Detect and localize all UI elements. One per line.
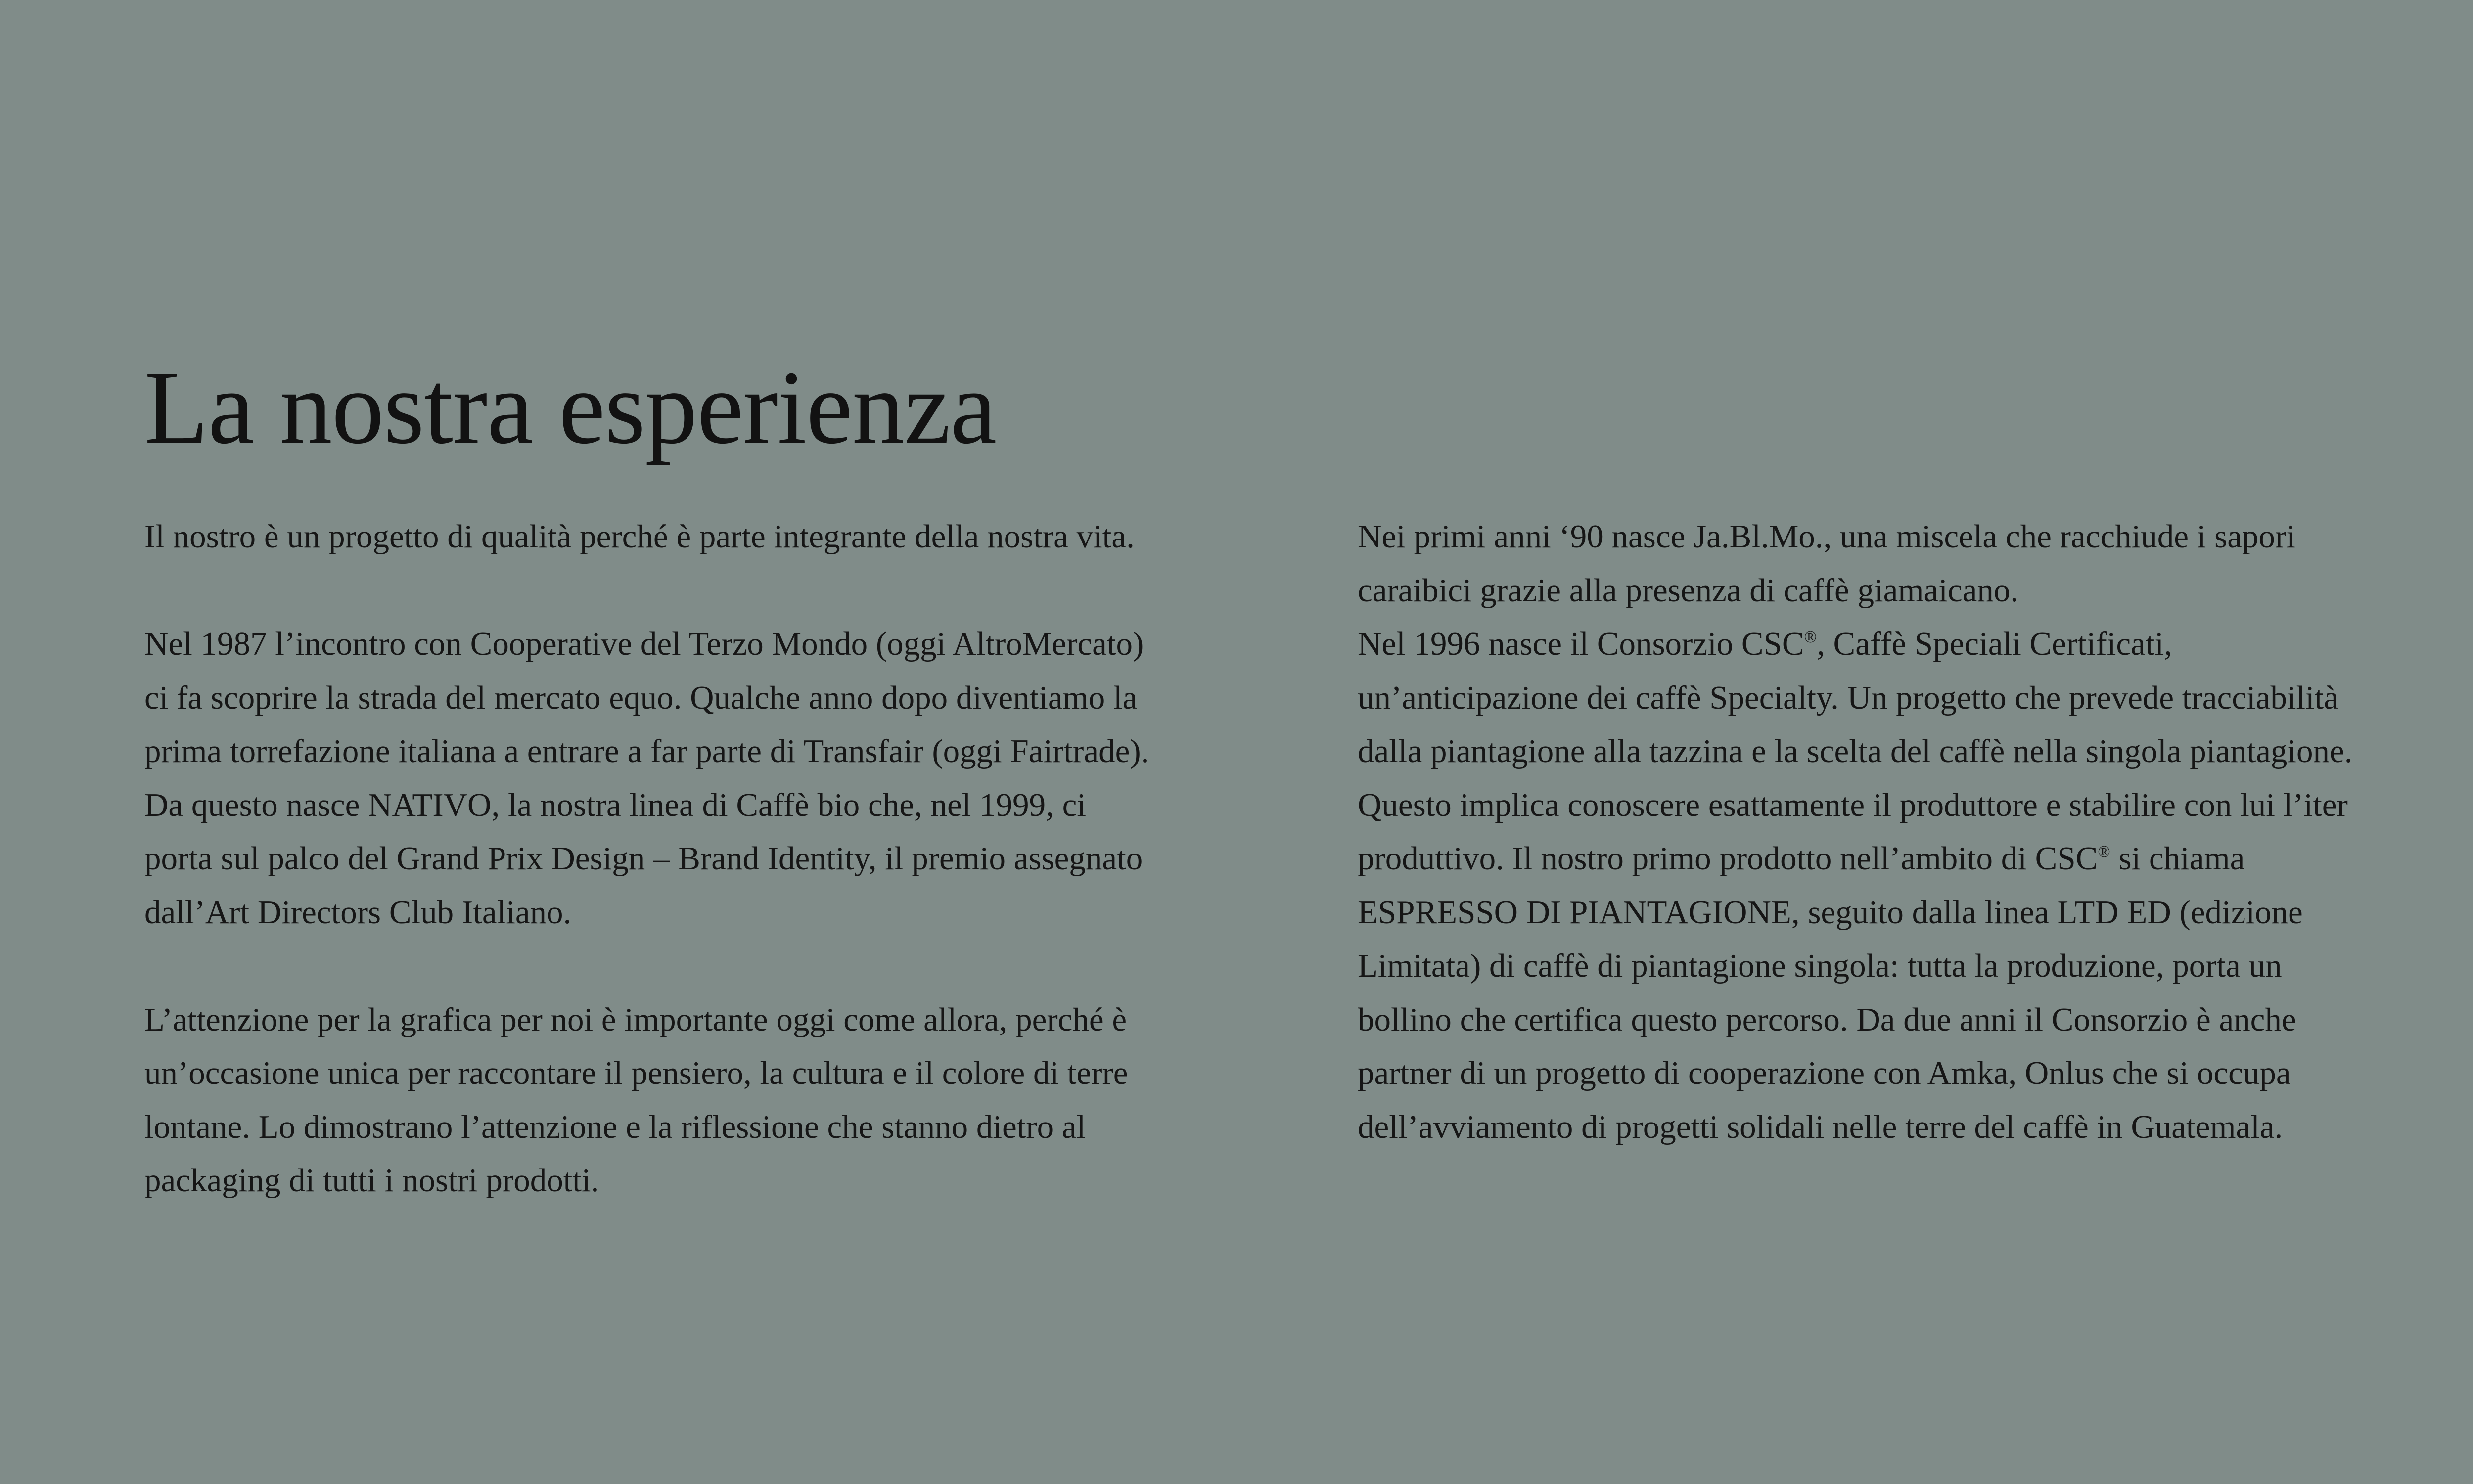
text-run: , Caffè Speciali Certificati, — [1817, 626, 2172, 662]
paragraph-line: porta sul palco del Grand Prix Design – Brand Identity, il premio assegnato — [144, 840, 1143, 877]
paragraph-line: lontane. Lo dimostrano l’attenzione e la riflessione che stanno dietro al — [144, 1108, 1086, 1145]
history-paragraph — [144, 617, 1302, 939]
paragraph-line: Da questo nasce NATIVO, la nostra linea di Caffè bio che, nel 1999, ci — [144, 786, 1086, 823]
paragraph-line — [1358, 832, 2473, 886]
paragraph-line: Limitata) di caffè di piantagione singola: tutta la produzione, porta un — [1358, 947, 2282, 984]
paragraph-line: dalla piantagione alla tazzina e la scelta del caffè nella singola piantagione. — [1358, 733, 2353, 769]
right-text-column — [1358, 510, 2473, 1154]
intro-paragraph: Il nostro è un progetto di qualità perché è parte integrante della nostra vita. — [144, 518, 1135, 555]
paragraph-line: caraibici grazie alla presenza di caffè giamaicano. — [1358, 572, 2019, 609]
paragraph-line: partner di un progetto di cooperazione con Amka, Onlus che si occupa — [1358, 1055, 2291, 1091]
text-run: Nel 1996 nasce il Consorzio CSC — [1358, 626, 1804, 662]
paragraph-line: bollino che certifica questo percorso. Da due anni il Consorzio è anche — [1358, 1001, 2296, 1038]
paragraph-line: packaging di tutti i nostri prodotti. — [144, 1162, 599, 1199]
paragraph-line: un’occasione unica per raccontare il pensiero, la cultura e il colore di terre — [144, 1055, 1128, 1091]
paragraph-line: Nel 1987 l’incontro con Cooperative del Terzo Mondo (oggi AltroMercato) — [144, 626, 1144, 662]
text-run: si chiama — [2110, 840, 2245, 877]
paragraph-line: un’anticipazione dei caffè Specialty. Un progetto che prevede tracciabilità — [1358, 679, 2339, 716]
paragraph-line: dell’avviamento di progetti solidali nelle terre del caffè in Guatemala. — [1358, 1108, 2283, 1145]
paragraph-line: dall’Art Directors Club Italiano. — [144, 894, 572, 931]
paragraph-line: Nei primi anni ‘90 nasce Ja.Bl.Mo., una miscela che racchiude i sapori — [1358, 518, 2295, 555]
paragraph-spacer — [144, 564, 1302, 618]
text-run: produttivo. Il nostro primo prodotto nell’ambito di CSC — [1358, 840, 2098, 877]
left-text-column — [144, 510, 1302, 1208]
paragraph-line: Questo implica conoscere esattamente il produttore e stabilire con lui l’iter — [1358, 786, 2348, 823]
paragraph-line — [1358, 617, 2473, 671]
paragraph-line: L’attenzione per la grafica per noi è importante oggi come allora, perché è — [144, 1001, 1127, 1038]
graphics-paragraph — [144, 993, 1302, 1208]
registered-trademark-mark: ® — [1804, 628, 1817, 646]
paragraph-spacer — [144, 939, 1302, 993]
paragraph-line: prima torrefazione italiana a entrare a far parte di Transfair (oggi Fairtrade). — [144, 733, 1149, 769]
page-title: La nostra esperienza — [144, 349, 997, 465]
registered-trademark-mark: ® — [2098, 842, 2110, 861]
paragraph-line: ci fa scoprire la strada del mercato equo. Qualche anno dopo diventiamo la — [144, 679, 1138, 716]
paragraph-line: ESPRESSO DI PIANTAGIONE, seguito dalla linea LTD ED (edizione — [1358, 894, 2303, 931]
